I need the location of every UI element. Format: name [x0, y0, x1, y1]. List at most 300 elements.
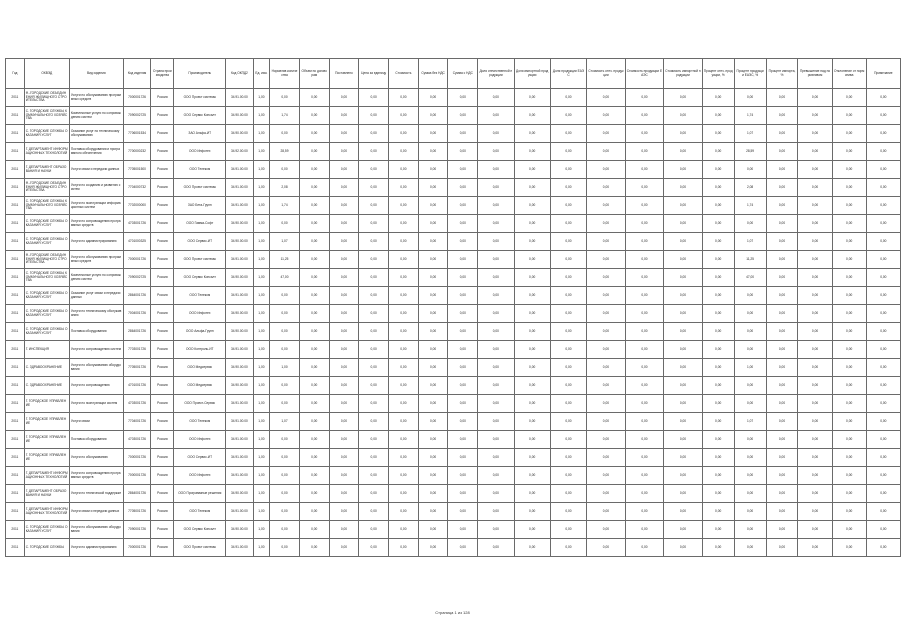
table-cell: 0,00 [550, 161, 586, 179]
column-header: Превышение над нормативом [798, 59, 832, 89]
table-cell: Россия [151, 413, 174, 431]
table-cell: 2,08 [270, 179, 300, 197]
table-cell: 0,00 [389, 287, 419, 305]
table-cell: 0,00 [448, 539, 478, 557]
table-cell: Россия [151, 359, 174, 377]
table-cell: 0,00 [866, 431, 900, 449]
table-cell: 34.91.00.00 [226, 431, 254, 449]
table-cell: 0,00 [550, 215, 586, 233]
table-cell: 0,00 [766, 503, 798, 521]
table-cell: 0,00 [664, 431, 703, 449]
column-header: Ед. изм. [253, 59, 270, 89]
table-cell: 0,00 [664, 287, 703, 305]
table-cell: 0,00 [766, 521, 798, 539]
table-cell: 2011 [6, 503, 25, 521]
table-cell: 0,00 [270, 503, 300, 521]
table-cell: 0,00 [418, 233, 448, 251]
table-cell: 0,00 [664, 485, 703, 503]
column-header: Отклонение от норматива [832, 59, 866, 89]
table-cell: 0,00 [625, 431, 664, 449]
table-cell: 0,00 [478, 341, 514, 359]
table-cell: 0,00 [832, 359, 866, 377]
table-cell: 0,00 [734, 485, 766, 503]
table-cell: 0,00 [798, 377, 832, 395]
table-cell: 0,00 [329, 503, 359, 521]
column-header: Норматив количества [270, 59, 300, 89]
table-cell: 34.90.00.00 [226, 107, 254, 125]
table-cell: Услуги по техническому обслуживанию [69, 305, 123, 323]
data-table [5, 58, 901, 557]
column-header: Процент импорта, % [766, 59, 798, 89]
table-cell: 7000001726 [123, 467, 151, 485]
table-cell: 0,00 [766, 377, 798, 395]
table-cell: 7702000000 [123, 197, 151, 215]
table-cell: 1,00 [734, 359, 766, 377]
table-cell: 0,00 [734, 161, 766, 179]
table-cell: 0,00 [448, 449, 478, 467]
table-cell: 0,00 [329, 143, 359, 161]
table-cell: 0,00 [587, 251, 626, 269]
table-cell: 0,00 [832, 449, 866, 467]
table-cell: 0,00 [478, 197, 514, 215]
table-cell: 1,00 [253, 305, 270, 323]
table-cell: 0,00 [329, 215, 359, 233]
table-cell: 0,00 [587, 377, 626, 395]
table-cell: 0,00 [625, 503, 664, 521]
table-cell: 0,00 [478, 503, 514, 521]
table-cell: 0,00 [389, 269, 419, 287]
table-cell: 0,00 [550, 305, 586, 323]
table-cell: Услуги связи [69, 413, 123, 431]
table-cell: ООО Проект системы [174, 179, 226, 197]
table-cell: 34.91.00.00 [226, 161, 254, 179]
table-cell: 0,00 [702, 449, 734, 467]
table-cell: 0,00 [664, 359, 703, 377]
table-cell: 0,00 [329, 89, 359, 107]
table-cell: 0,00 [418, 143, 448, 161]
table-cell: 0,00 [866, 269, 900, 287]
table-cell: 4703001726 [123, 431, 151, 449]
table-cell: 0,00 [550, 125, 586, 143]
table-cell: 0,00 [478, 359, 514, 377]
table-cell: 0,00 [514, 89, 550, 107]
table-cell: ООО Телеком [174, 413, 226, 431]
table-cell: Услуги по эксплуатации систем [69, 395, 123, 413]
table-cell: 0,00 [625, 539, 664, 557]
table-cell: 0,00 [766, 485, 798, 503]
table-cell: С. ГОРОДСКИЕ СЛУЖБЫ ОКАЗАНИЯ УСЛУГ [24, 215, 69, 233]
table-cell: 0,00 [798, 305, 832, 323]
table-cell: Россия [151, 521, 174, 539]
table-cell: 0,00 [587, 305, 626, 323]
table-cell: 0,00 [299, 521, 329, 539]
table-cell: 0,00 [832, 341, 866, 359]
table-cell: 0,00 [625, 359, 664, 377]
table-cell: Г. ДЕПАРТАМЕНТ ИНФОРМАЦИОННЫХ ТЕХНОЛОГИЙ [24, 467, 69, 485]
table-cell: 0,00 [514, 233, 550, 251]
table-cell: 47,00 [734, 269, 766, 287]
table-cell: 0,00 [832, 251, 866, 269]
table-cell: 0,00 [766, 539, 798, 557]
table-cell: 0,00 [299, 341, 329, 359]
table-cell: 0,00 [389, 521, 419, 539]
table-cell: 0,00 [359, 323, 389, 341]
table-cell: 0,00 [448, 395, 478, 413]
table-cell: 0,00 [359, 161, 389, 179]
table-cell: 0,00 [550, 89, 586, 107]
table-cell: 0,00 [448, 233, 478, 251]
table-cell: 0,00 [418, 197, 448, 215]
table-cell: 0,00 [832, 89, 866, 107]
table-cell: 0,00 [702, 143, 734, 161]
table-cell: 0,00 [329, 179, 359, 197]
table-cell: 0,00 [866, 233, 900, 251]
table-cell: 0,00 [766, 251, 798, 269]
table-cell: 2011 [6, 305, 25, 323]
table-cell: 1,00 [253, 485, 270, 503]
table-cell: ООО Инфотех [174, 431, 226, 449]
table-cell: 0,00 [866, 251, 900, 269]
table-cell: 0,00 [389, 431, 419, 449]
header-row [6, 59, 901, 89]
table-cell: 2011 [6, 341, 25, 359]
table-cell: 0,00 [418, 377, 448, 395]
table-cell: 7704001726 [123, 413, 151, 431]
table-cell: 0,00 [299, 89, 329, 107]
table-cell: 0,00 [514, 413, 550, 431]
table-cell: 1,74 [270, 197, 300, 215]
table-cell: 28,59 [270, 143, 300, 161]
table-cell: 0,00 [359, 431, 389, 449]
table-cell: 34.90.00.00 [226, 521, 254, 539]
table-cell: Услуги по обслуживанию программных средств [69, 89, 123, 107]
table-cell: 0,00 [702, 377, 734, 395]
table-cell: Г. ИНСПЕКЦИЯ [24, 341, 69, 359]
table-cell: 1,74 [734, 197, 766, 215]
table-cell: 0,00 [359, 215, 389, 233]
table-cell: 0,00 [625, 107, 664, 125]
table-cell: ООО Телеком [174, 287, 226, 305]
table-cell: 1,00 [253, 161, 270, 179]
table-cell: 0,00 [664, 179, 703, 197]
column-header: Производитель [174, 59, 226, 89]
table-cell: 0,00 [448, 323, 478, 341]
table-cell: Оказание услуг связи и передачи данных [69, 287, 123, 305]
table-cell: 0,00 [329, 323, 359, 341]
table-cell: 0,00 [514, 503, 550, 521]
table-cell: 0,00 [329, 233, 359, 251]
table-cell: Россия [151, 143, 174, 161]
table-cell: 0,00 [587, 485, 626, 503]
table-cell: 0,00 [798, 197, 832, 215]
table-cell: 0,00 [832, 323, 866, 341]
table-cell: 0,00 [832, 521, 866, 539]
table-cell: 34.91.00.00 [226, 467, 254, 485]
table-cell: Оказание услуг по техническому обслуживанию [69, 125, 123, 143]
table-cell: С. ГОРОДСКИЕ СЛУЖБЫ ОКАЗАНИЯ УСЛУГ [24, 287, 69, 305]
table-cell: 0,00 [766, 125, 798, 143]
table-cell: ООО Сервис-ИТ [174, 233, 226, 251]
table-cell: 1,00 [253, 233, 270, 251]
table-cell: 0,00 [389, 89, 419, 107]
table-cell: 7090002725 [123, 269, 151, 287]
table-row [6, 377, 901, 395]
table-cell: 34.90.00.00 [226, 233, 254, 251]
table-cell: 0,00 [625, 125, 664, 143]
table-cell: 2011 [6, 251, 25, 269]
table-cell: 0,00 [587, 431, 626, 449]
table-cell: 0,00 [734, 395, 766, 413]
table-cell: 2011 [6, 233, 25, 251]
table-row [6, 125, 901, 143]
table-cell: 0,00 [329, 107, 359, 125]
table-cell: Услуги по администрированию [69, 539, 123, 557]
table-cell: Ф.-ГОРОДСКИЕ ОБЪЕДИНЕНИЯ ЖИЛИЩНОГО СТРОИТЕЛЬСТВА [24, 251, 69, 269]
table-cell: 0,00 [514, 341, 550, 359]
table-cell: 4703001726 [123, 215, 151, 233]
table-cell: 0,00 [798, 413, 832, 431]
table-cell: 0,00 [832, 485, 866, 503]
table-cell: 4701001726 [123, 377, 151, 395]
table-cell: 34.91.00.00 [226, 197, 254, 215]
table-cell: 2011 [6, 431, 25, 449]
table-cell: 0,00 [329, 125, 359, 143]
table-cell: 0,00 [478, 107, 514, 125]
table-cell: 0,00 [389, 377, 419, 395]
table-cell: Услуги связи и передачи данных [69, 503, 123, 521]
table-cell: 0,00 [448, 485, 478, 503]
table-cell: С. ГОРОДСКИЕ СЛУЖБЫ ОКАЗАНИЯ УСЛУГ [24, 323, 69, 341]
table-cell: 0,00 [418, 161, 448, 179]
table-cell: 0,00 [798, 233, 832, 251]
table-cell: Г. ГОРОДСКОЕ УПРАВЛЕНИЕ [24, 395, 69, 413]
table-cell: 0,00 [550, 521, 586, 539]
table-cell: 34.91.00.00 [226, 287, 254, 305]
table-cell: Россия [151, 215, 174, 233]
table-cell: 0,00 [832, 539, 866, 557]
table-cell: 0,00 [702, 395, 734, 413]
table-cell: 4701000325 [123, 233, 151, 251]
table-cell: 34.90.00.00 [226, 323, 254, 341]
table-cell: 0,00 [734, 467, 766, 485]
table-cell: ООО Проект системы [174, 251, 226, 269]
column-header: Поставлено [329, 59, 359, 89]
table-cell: 0,00 [478, 215, 514, 233]
table-cell: 0,00 [359, 89, 389, 107]
table-cell: 0,00 [866, 179, 900, 197]
column-header: Сумма с НДС [448, 59, 478, 89]
table-cell: 2011 [6, 395, 25, 413]
table-cell: 11,25 [270, 251, 300, 269]
table-cell: 2011 [6, 89, 25, 107]
table-cell: 0,00 [798, 107, 832, 125]
table-cell: Россия [151, 467, 174, 485]
table-cell: Услуги связи и передачи данных [69, 161, 123, 179]
table-cell: 0,00 [359, 395, 389, 413]
table-cell: 0,00 [664, 89, 703, 107]
table-cell: 0,00 [866, 359, 900, 377]
table-cell: 0,00 [270, 521, 300, 539]
table-cell: 0,00 [587, 521, 626, 539]
table-cell: ООО Сервис Консалт [174, 269, 226, 287]
table-cell: 0,00 [329, 377, 359, 395]
table-row [6, 395, 901, 413]
table-cell: 1,00 [253, 395, 270, 413]
table-cell: 0,00 [587, 89, 626, 107]
table-cell: 0,00 [766, 323, 798, 341]
table-cell: 0,00 [798, 503, 832, 521]
table-cell: 0,00 [478, 539, 514, 557]
table-cell: 0,00 [625, 287, 664, 305]
table-cell: 0,00 [270, 395, 300, 413]
table-cell: 0,00 [389, 341, 419, 359]
table-cell: 1,00 [253, 431, 270, 449]
table-cell: 1,07 [270, 233, 300, 251]
table-cell: 0,00 [798, 143, 832, 161]
table-cell: 0,00 [299, 287, 329, 305]
table-cell: Г. ГОРОДСКОЕ УПРАВЛЕНИЕ [24, 449, 69, 467]
table-cell: 0,00 [418, 503, 448, 521]
table-cell: 0,00 [270, 215, 300, 233]
table-cell: 0,00 [866, 377, 900, 395]
table-cell: Россия [151, 431, 174, 449]
table-cell: 0,00 [798, 467, 832, 485]
table-cell: 0,00 [514, 143, 550, 161]
column-header: Доля импортной продукции [514, 59, 550, 89]
table-cell: 0,00 [587, 215, 626, 233]
table-cell: 0,00 [702, 485, 734, 503]
table-cell: 0,00 [359, 125, 389, 143]
table-cell: 0,00 [329, 161, 359, 179]
table-cell: 1,00 [253, 539, 270, 557]
table-cell: 0,00 [625, 179, 664, 197]
table-cell: 0,00 [734, 89, 766, 107]
table-cell: 0,00 [514, 161, 550, 179]
table-cell: 0,00 [587, 395, 626, 413]
table-cell: 0,00 [359, 377, 389, 395]
table-cell: 34.90.00.00 [226, 125, 254, 143]
table-cell: 1,07 [734, 233, 766, 251]
table-cell: 0,00 [448, 269, 478, 287]
table-cell: 1,00 [253, 413, 270, 431]
table-cell: 0,00 [270, 287, 300, 305]
table-cell: 0,00 [418, 341, 448, 359]
table-cell: 2011 [6, 107, 25, 125]
table-cell: 0,00 [866, 521, 900, 539]
table-cell: 34.91.00.00 [226, 539, 254, 557]
table-cell: 0,00 [625, 197, 664, 215]
table-cell: 0,00 [418, 485, 448, 503]
table-cell: 0,00 [329, 521, 359, 539]
table-cell: 0,00 [798, 341, 832, 359]
table-cell: 0,00 [550, 431, 586, 449]
table-cell: ООО Проект системы [174, 539, 226, 557]
table-cell: 0,00 [702, 521, 734, 539]
table-cell: 0,00 [798, 431, 832, 449]
table-cell: 34.91.00.00 [226, 341, 254, 359]
table-cell: 0,00 [448, 179, 478, 197]
table-cell: Услуги по обслуживанию оборудования [69, 359, 123, 377]
table-cell: 1,00 [253, 125, 270, 143]
table-cell: Услуги по сопровождению [69, 377, 123, 395]
table-cell: Россия [151, 287, 174, 305]
table-cell: Россия [151, 161, 174, 179]
table-cell: 0,00 [625, 413, 664, 431]
table-cell: 2011 [6, 449, 25, 467]
table-cell: 0,00 [329, 449, 359, 467]
table-cell: 0,00 [359, 269, 389, 287]
table-cell: 0,00 [478, 179, 514, 197]
table-cell: 0,00 [550, 179, 586, 197]
table-cell: 0,00 [514, 107, 550, 125]
table-cell: 1,00 [253, 251, 270, 269]
table-cell: 0,00 [866, 89, 900, 107]
table-cell: 2011 [6, 215, 25, 233]
column-header: Объем по договорам [299, 59, 329, 89]
table-cell: 0,00 [832, 143, 866, 161]
table-cell: 0,00 [478, 467, 514, 485]
table-cell: Россия [151, 179, 174, 197]
table-cell: С. ГОРОДСКИЕ СЛУЖБЫ ОКАЗАНИЯ УСЛУГ [24, 305, 69, 323]
table-cell: 1,00 [253, 269, 270, 287]
table-cell: 7000001726 [123, 89, 151, 107]
table-cell: 0,00 [448, 287, 478, 305]
table-cell: 0,00 [766, 233, 798, 251]
column-header: Вид изделия [69, 59, 123, 89]
table-cell: 0,00 [587, 287, 626, 305]
table-cell: 0,00 [866, 449, 900, 467]
table-cell: Поставка оборудования [69, 323, 123, 341]
table-cell: Услуги по созданию и развитию систем [69, 179, 123, 197]
table-cell: Услуги по обслуживанию программных средств [69, 251, 123, 269]
table-cell: ООО Проект-Сервис [174, 395, 226, 413]
table-cell: Комплексные услуги по сопровождению систем [69, 269, 123, 287]
table-cell: Россия [151, 323, 174, 341]
table-cell: 0,00 [587, 539, 626, 557]
table-row [6, 251, 901, 269]
table-cell: 0,00 [664, 413, 703, 431]
table-cell: 7090002725 [123, 107, 151, 125]
table-cell: 0,00 [299, 485, 329, 503]
table-row [6, 161, 901, 179]
table-cell: 0,00 [359, 503, 389, 521]
table-cell: 0,00 [389, 413, 419, 431]
table-cell: 0,00 [418, 305, 448, 323]
table-cell: 2011 [6, 359, 25, 377]
table-cell: 0,00 [766, 305, 798, 323]
table-cell: 0,00 [866, 305, 900, 323]
table-cell: Россия [151, 305, 174, 323]
table-cell: 0,00 [448, 377, 478, 395]
table-cell: 0,00 [448, 503, 478, 521]
column-header: Год [6, 59, 25, 89]
table-body [6, 89, 901, 557]
column-header: Процент продукции ЕАЭС, % [734, 59, 766, 89]
table-cell: 0,00 [625, 89, 664, 107]
table-row [6, 539, 901, 557]
table-cell: 0,00 [832, 413, 866, 431]
table-cell: 0,00 [798, 539, 832, 557]
table-cell: Услуги по администрированию [69, 233, 123, 251]
table-cell: 2011 [6, 287, 25, 305]
table-cell: 7705001500 [123, 161, 151, 179]
table-cell: 0,00 [734, 377, 766, 395]
table-cell: 0,00 [664, 395, 703, 413]
table-cell: 0,00 [329, 539, 359, 557]
table-cell: 0,00 [448, 467, 478, 485]
table-cell: 0,00 [359, 341, 389, 359]
table-cell: 0,00 [866, 197, 900, 215]
